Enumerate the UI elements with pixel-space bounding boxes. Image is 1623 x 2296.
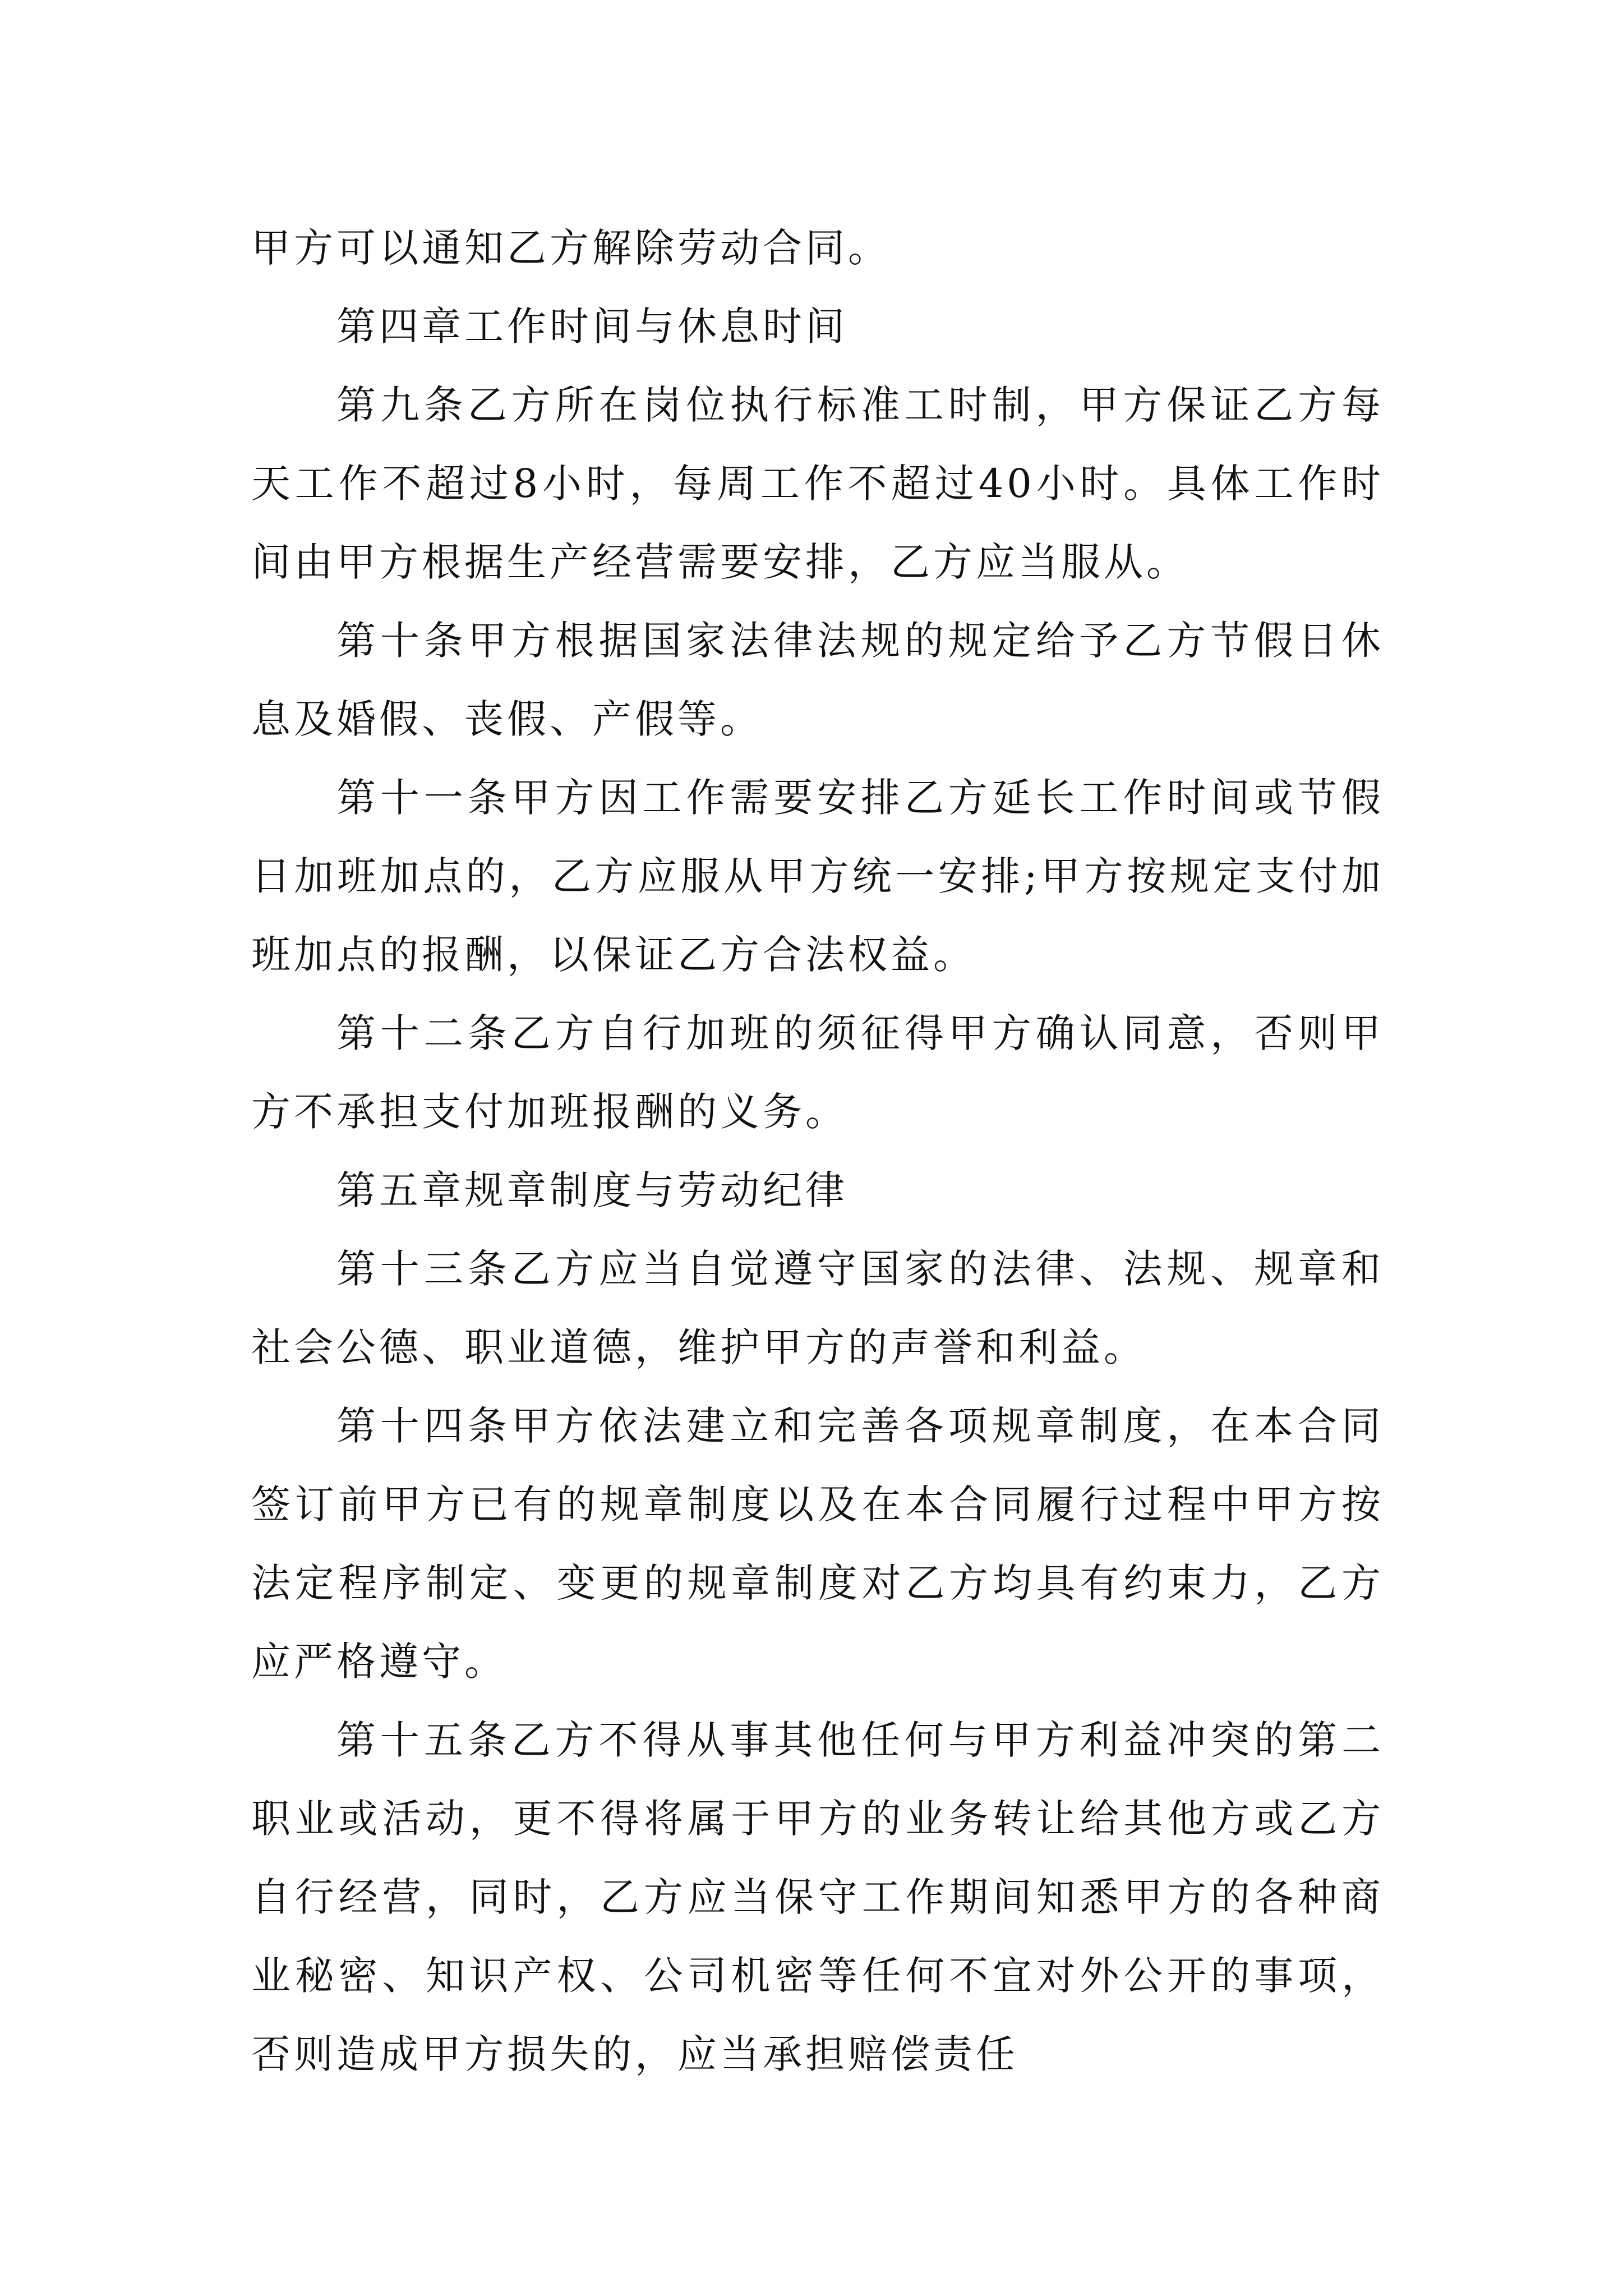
chapter-4-heading: 第四章工作时间与休息时间 [336, 303, 848, 349]
paragraph-continuation: 甲方可以通知乙方解除劳动合同。 [251, 225, 891, 271]
article-9: 第九条乙方所在岗位执行标准工时制，甲方保证乙方每天工作不超过8小时，每周工作不超过40小时。具体工作时间由甲方根据生产经营需要安排，乙方应当服从。 [251, 382, 1384, 585]
chapter-5-heading: 第五章规章制度与劳动纪律 [336, 1167, 848, 1213]
document-body [251, 209, 1384, 2093]
article-10: 第十条甲方根据国家法律法规的规定给予乙方节假日休息及婚假、丧假、产假等。 [251, 618, 1384, 742]
article-15: 第十五条乙方不得从事其他任何与甲方利益冲突的第二职业或活动，更不得将属于甲方的业务转让给其他方或乙方自行经营，同时，乙方应当保守工作期间知悉甲方的各种商业秘密、知识产权、公司机密等任何不宜对外公开的事项，否则造成甲方损失的，应当承担赔偿责任 [251, 1717, 1384, 2077]
article-13: 第十三条乙方应当自觉遵守国家的法律、法规、规章和社会公德、职业道德，维护甲方的声誉和利益。 [251, 1246, 1384, 1370]
article-12: 第十二条乙方自行加班的须征得甲方确认同意，否则甲方不承担支付加班报酬的义务。 [251, 1010, 1384, 1135]
article-11: 第十一条甲方因工作需要安排乙方延长工作时间或节假日加班加点的，乙方应服从甲方统一安排;甲方按规定支付加班加点的报酬，以保证乙方合法权益。 [251, 775, 1384, 978]
article-14: 第十四条甲方依法建立和完善各项规章制度，在本合同签订前甲方已有的规章制度以及在本合同履行过程中甲方按法定程序制定、变更的规章制度对乙方均具有约束力，乙方应严格遵守。 [251, 1403, 1384, 1685]
